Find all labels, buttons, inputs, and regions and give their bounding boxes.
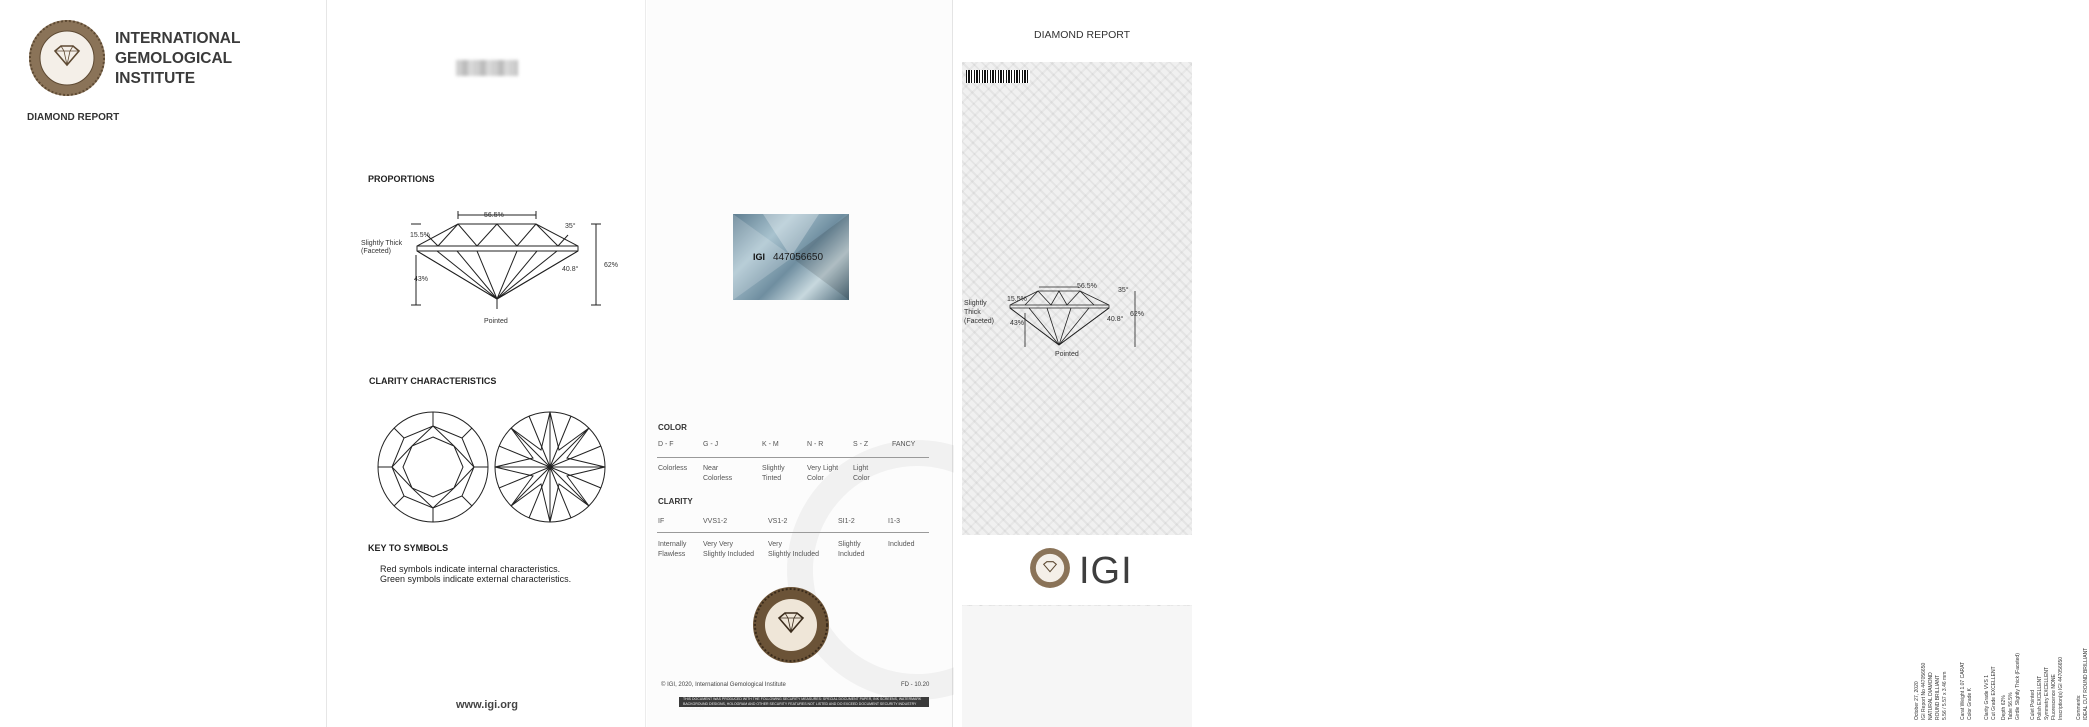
report-summary [962, 606, 1192, 727]
color-description: Light Color [853, 465, 870, 482]
copyright-notice: © IGI, 2020, International Gemological Institute [661, 682, 786, 688]
redacted-report-number [456, 60, 518, 76]
report-strip-title: DIAMOND REPORT [1034, 29, 1131, 41]
strip-table-label: 56.5% [1077, 283, 1097, 290]
key-green-symbols: Green symbols indicate external characteristics. [380, 574, 572, 584]
clarity-scale-divider [657, 532, 929, 533]
clarity-description: Very Very Slightly Included [703, 541, 754, 558]
clarity-grade: VVS1-2 [703, 518, 728, 525]
summary-line: Culet Pointed [2030, 689, 2036, 720]
color-scale-divider [657, 457, 929, 458]
report-strip-panel [954, 0, 2089, 727]
strip-crown-height-label: 15.5% [1007, 296, 1027, 303]
clarity-scale-title: CLARITY [658, 497, 693, 506]
summary-line: ROUND BRILLIANT [1935, 674, 1941, 720]
summary-line: Symmetry EXCELLENT [2044, 666, 2050, 720]
cover-report-label: DIAMOND REPORT [27, 112, 120, 123]
igi-embossed-seal [751, 585, 831, 665]
strip-igi-seal [1029, 547, 1071, 589]
color-description: Near Colorless [703, 465, 733, 482]
proportions-title: PROPORTIONS [368, 174, 435, 184]
clarity-characteristics-title: CLARITY CHARACTERISTICS [369, 376, 497, 386]
color-scale-title: COLOR [658, 423, 687, 432]
pavilion-plot-diagram [493, 410, 607, 524]
strip-girdle-line-3: (Faceted) [964, 318, 994, 325]
crown-angle-label: 35° [565, 223, 576, 230]
girdle-label-line-2: (Faceted) [361, 248, 391, 255]
organization-name [115, 29, 305, 89]
form-code: FD - 10.20 [901, 682, 930, 688]
color-grade: S - Z [853, 441, 869, 448]
clarity-description: Included [888, 541, 915, 548]
clarity-grade: VS1-2 [768, 518, 788, 525]
summary-line: Inscription(s) IGI 447056650 [2058, 656, 2064, 720]
grading-scales-panel [647, 0, 953, 727]
summary-line: Girdle Slightly Thick (Faceted) [2015, 653, 2021, 720]
summary-line: Table 56.5% [2008, 692, 2014, 720]
girdle-label-line-1: Slightly Thick [361, 240, 403, 247]
summary-line: Fluorescence NONE [2051, 674, 2057, 720]
strip-girdle-line-2: Thick [964, 309, 981, 316]
hologram-igi-mark: IGI [753, 252, 766, 262]
summary-line: NATURAL DIAMOND [1928, 672, 1934, 720]
strip-pavilion-depth-label: 43% [1010, 320, 1025, 327]
strip-crown-angle-label: 35° [1118, 287, 1129, 294]
crown-plot-diagram [376, 410, 490, 524]
security-notice: THIS DOCUMENT WAS PRODUCED WITH THE FOLLOWING SECURITY MEASURES: SPECIAL DOCUMENT PAPER, INK SCREENS, WATERMARK BACKGROUND DESIGNS, HOLOGRAM AND OTHER SECURITY FEATURES NOT LISTED AND DO EXCEED DOCUMENT SECURITY INDUSTRY GUIDELINES [679, 697, 929, 707]
pavilion-angle-label: 40.8° [562, 266, 579, 273]
strip-total-depth-label: 62% [1130, 311, 1145, 318]
key-red-symbols: Red symbols indicate internal characteristics. [380, 564, 561, 574]
table-percent-label: 56.5% [484, 212, 504, 219]
culet-label: Pointed [484, 318, 508, 325]
color-description: Very Light Color [807, 465, 839, 482]
igi-brand: IGI [1079, 550, 1133, 592]
igi-brand-band [962, 535, 1192, 605]
summary-line: Cut Grade EXCELLENT [1991, 666, 1997, 720]
clarity-grade: IF [658, 518, 665, 525]
hologram-inscription-number: 447056650 [773, 252, 824, 263]
summary-line: Polish EXCELLENT [2037, 675, 2043, 720]
clarity-description: Very Slightly Included [768, 541, 819, 558]
color-description: Slightly Tinted [762, 465, 785, 482]
org-name-line-1: INTERNATIONAL [115, 30, 241, 47]
proportions-panel [328, 0, 646, 727]
strip-girdle-line-1: Slightly [964, 300, 987, 307]
clarity-description: Internally Flawless [658, 541, 687, 558]
summary-line: Clarity Grade VVS 1 [1984, 674, 1990, 720]
clarity-description: Slightly Included [838, 541, 865, 558]
org-name-line-2: GEMOLOGICAL [115, 50, 233, 67]
security-hologram [733, 214, 849, 300]
color-description: Colorless [658, 465, 688, 472]
crown-height-label: 15.5% [410, 232, 430, 239]
color-grade: D - F [658, 441, 674, 448]
color-grade: G - J [703, 441, 719, 448]
website-link[interactable]: www.igi.org [456, 699, 518, 711]
org-name-line-3: INSTITUTE [115, 70, 196, 87]
cover-panel [0, 0, 327, 727]
key-to-symbols-title: KEY TO SYMBOLS [368, 543, 449, 553]
summary-line: Depth 62% [2001, 695, 2007, 720]
summary-line: IGI Report No 447056650 [1921, 662, 1927, 720]
strip-culet-label: Pointed [1055, 351, 1079, 358]
clarity-grade: SI1-2 [838, 518, 855, 525]
clarity-grade: I1-3 [888, 518, 901, 525]
color-grade: FANCY [892, 441, 916, 448]
summary-line: Color Grade K [1967, 688, 1973, 720]
total-depth-label: 62% [604, 262, 619, 269]
color-grade: K - M [762, 441, 779, 448]
report-barcode [966, 70, 1030, 83]
summary-line: Comments: [2076, 694, 2082, 720]
summary-line: IDEAL CUT ROUND BRILLIANT [2083, 647, 2089, 720]
strip-pavilion-angle-label: 40.8° [1107, 316, 1124, 323]
color-grade: N - R [807, 441, 824, 448]
summary-line: 5.56 / 5.57 x 3.46 mm [1942, 671, 1948, 720]
summary-line: October 27, 2020 [1914, 681, 1920, 720]
igi-seal-logo [27, 18, 107, 98]
pavilion-depth-label: 43% [414, 276, 429, 283]
summary-line: Carat Weight 1.07 CARAT [1960, 661, 1966, 720]
